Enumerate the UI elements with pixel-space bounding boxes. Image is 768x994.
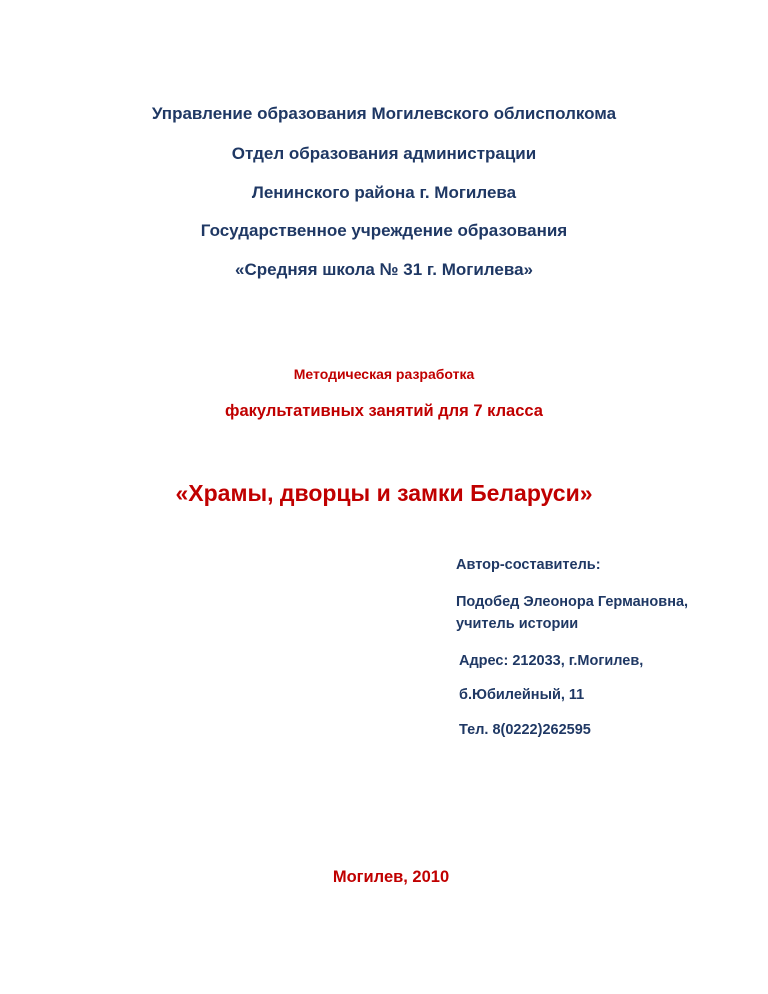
document-title: «Храмы, дворцы и замки Беларуси» (175, 480, 593, 506)
author-position: учитель истории (456, 616, 579, 632)
subtitle-electives: факультативных занятий для 7 класса (225, 402, 543, 420)
author-address-line2: б.Юбилейный, 11 (459, 687, 585, 703)
author-label: Автор-составитель: (456, 557, 601, 573)
header-department-line: Отдел образования администрации (231, 144, 537, 163)
header-institution-type-line: Государственное учреждение образования (200, 221, 568, 240)
author-name: Подобед Элеонора Германовна, (456, 594, 689, 610)
header-org-line: Управление образования Могилевского облисполкома (151, 104, 617, 123)
header-district-line: Ленинского района г. Могилева (251, 183, 517, 202)
author-phone: Тел. 8(0222)262595 (459, 722, 591, 738)
footer-place-year: Могилев, 2010 (332, 868, 450, 886)
header-school-name-line: «Средняя школа № 31 г. Могилева» (235, 260, 533, 279)
subtitle-methodical: Методическая разработка (293, 366, 475, 382)
author-address-line1: Адрес: 212033, г.Могилев, (459, 653, 644, 669)
